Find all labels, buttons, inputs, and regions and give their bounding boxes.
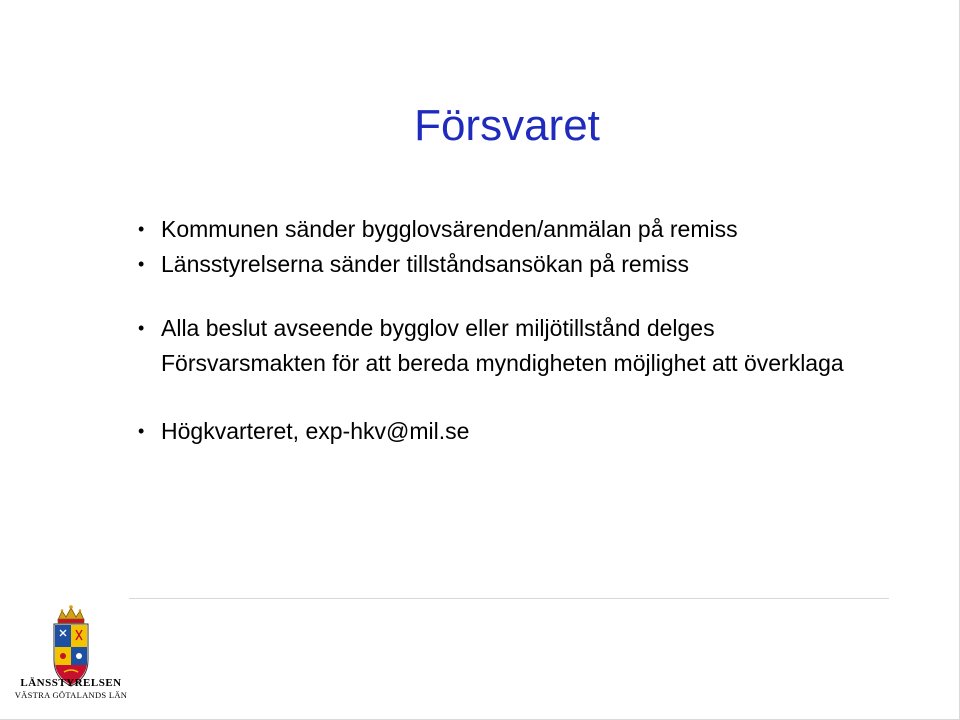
bullet-item: • Kommunen sänder bygglovsärenden/anmälan på remiss — [138, 212, 858, 247]
footer-divider — [129, 598, 889, 599]
bullet-item: • Alla beslut avseende bygglov eller miljötillstånd delges Försvarsmakten för att bereda myndigheten möjlighet att överklaga — [138, 311, 858, 381]
bullet-spacer — [138, 282, 858, 311]
slide-title: Försvaret — [414, 101, 600, 150]
org-region: VÄSTRA GÖTALANDS LÄN — [14, 690, 128, 700]
org-name: LÄNSSTYRELSEN — [20, 677, 122, 689]
crown-icon — [58, 605, 84, 623]
bullet-item: • Länsstyrelserna sänder tillståndsansökan på remiss — [138, 247, 858, 282]
bullet-spacer — [138, 381, 858, 414]
bullet-item: • Högkvarteret, exp-hkv@mil.se — [138, 414, 858, 449]
bullet-list — [138, 212, 858, 449]
